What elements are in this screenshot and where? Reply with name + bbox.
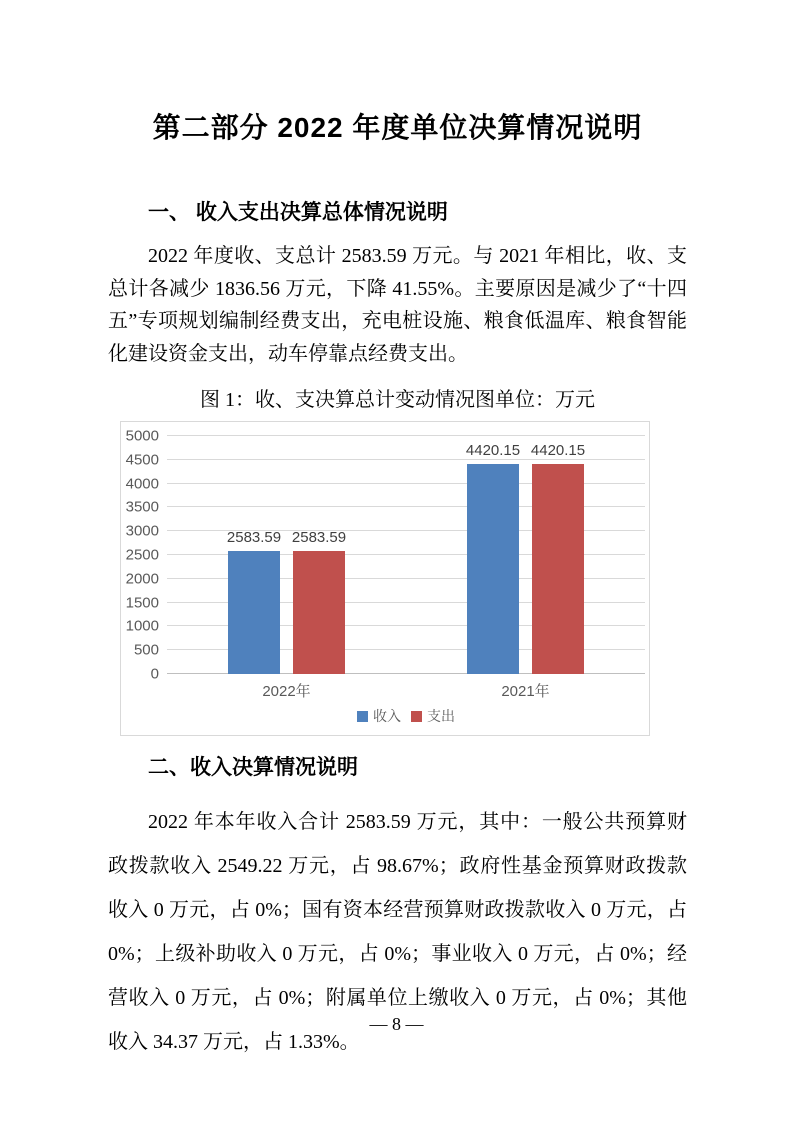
legend-item-收入 bbox=[357, 706, 401, 726]
y-tick-label: 2500 bbox=[125, 546, 159, 564]
section-heading-income-detail: 二、收入决算情况说明 bbox=[148, 756, 358, 779]
bar-收入-2022年 bbox=[226, 529, 282, 674]
y-tick-label: 500 bbox=[133, 641, 159, 659]
bar-group-2022年 bbox=[167, 436, 406, 674]
bar-收入-2021年 bbox=[465, 441, 521, 674]
legend-label: 收入 bbox=[373, 708, 401, 724]
y-tick-label: 1500 bbox=[125, 594, 159, 612]
bar-value-label: 2583.59 bbox=[291, 529, 347, 547]
figure-caption: 图 1：收、支决算总计变动情况图单位：万元 bbox=[200, 389, 595, 411]
bar-value-label: 4420.15 bbox=[465, 441, 521, 459]
x-category-label-2021年: 2021年 bbox=[501, 683, 550, 700]
paragraph-income-detail: 2022 年本年收入合计 2583.59 万元，其中：一般公共预算财政拨款收入 2549.22 万元，占 98.67%；政府性基金预算财政拨款收入 0 万元，占 0%；国有资本经营预算财政拨款收入 0 万元，占 0%；上级补助收入 0 万元，占 0%；事业收入 0 万元，占 0%；经营收入 0 万元，占 0%；附属单位上缴收入 0 万元，占 0%；其他收入 34.37 万元，占 1.33%。 bbox=[108, 811, 687, 1053]
bar-rect-收入-2022年 bbox=[228, 551, 280, 674]
bar-groups bbox=[167, 436, 645, 674]
bar-rect-支出-2021年 bbox=[532, 464, 584, 674]
y-tick-label: 4000 bbox=[125, 475, 159, 493]
y-tick-label: 5000 bbox=[125, 427, 159, 445]
bar-chart bbox=[120, 421, 650, 736]
plot-area bbox=[167, 436, 645, 674]
y-tick-label: 4500 bbox=[125, 451, 159, 469]
y-tick-label: 3000 bbox=[125, 522, 159, 540]
legend-swatch-icon bbox=[411, 711, 422, 722]
page-number: — 8 — bbox=[369, 1014, 424, 1034]
y-tick-label: 0 bbox=[150, 665, 159, 683]
x-category-label-2022年: 2022年 bbox=[262, 683, 311, 700]
y-tick-label: 2000 bbox=[125, 570, 159, 588]
document-title: 第二部分 2022 年度单位决算情况说明 bbox=[152, 112, 643, 143]
legend-item-支出 bbox=[411, 706, 455, 726]
legend-label: 支出 bbox=[427, 708, 455, 724]
bar-支出-2021年 bbox=[530, 441, 586, 674]
legend-swatch-icon bbox=[357, 711, 368, 722]
bar-group-2021年 bbox=[406, 436, 645, 674]
bar-rect-支出-2022年 bbox=[293, 551, 345, 674]
x-axis-labels bbox=[167, 680, 645, 701]
bar-支出-2022年 bbox=[291, 529, 347, 674]
chart-legend bbox=[167, 706, 645, 726]
bar-rect-收入-2021年 bbox=[467, 464, 519, 674]
paragraph-overview: 2022 年度收、支总计 2583.59 万元。与 2021 年相比，收、支总计各减少 1836.56 万元，下降 41.55%。主要原因是减少了“十四五”专项规划编制经费支出，充电桩设施、粮食低温库、粮食智能化建设资金支出，动车停靠点经费支出。 bbox=[108, 245, 687, 365]
bar-value-label: 4420.15 bbox=[530, 441, 586, 459]
section-heading-income-expenditure-overview: 一、 收入支出决算总体情况说明 bbox=[148, 201, 448, 224]
y-tick-label: 1000 bbox=[125, 617, 159, 635]
bar-value-label: 2583.59 bbox=[226, 529, 282, 547]
y-tick-label: 3500 bbox=[125, 498, 159, 516]
